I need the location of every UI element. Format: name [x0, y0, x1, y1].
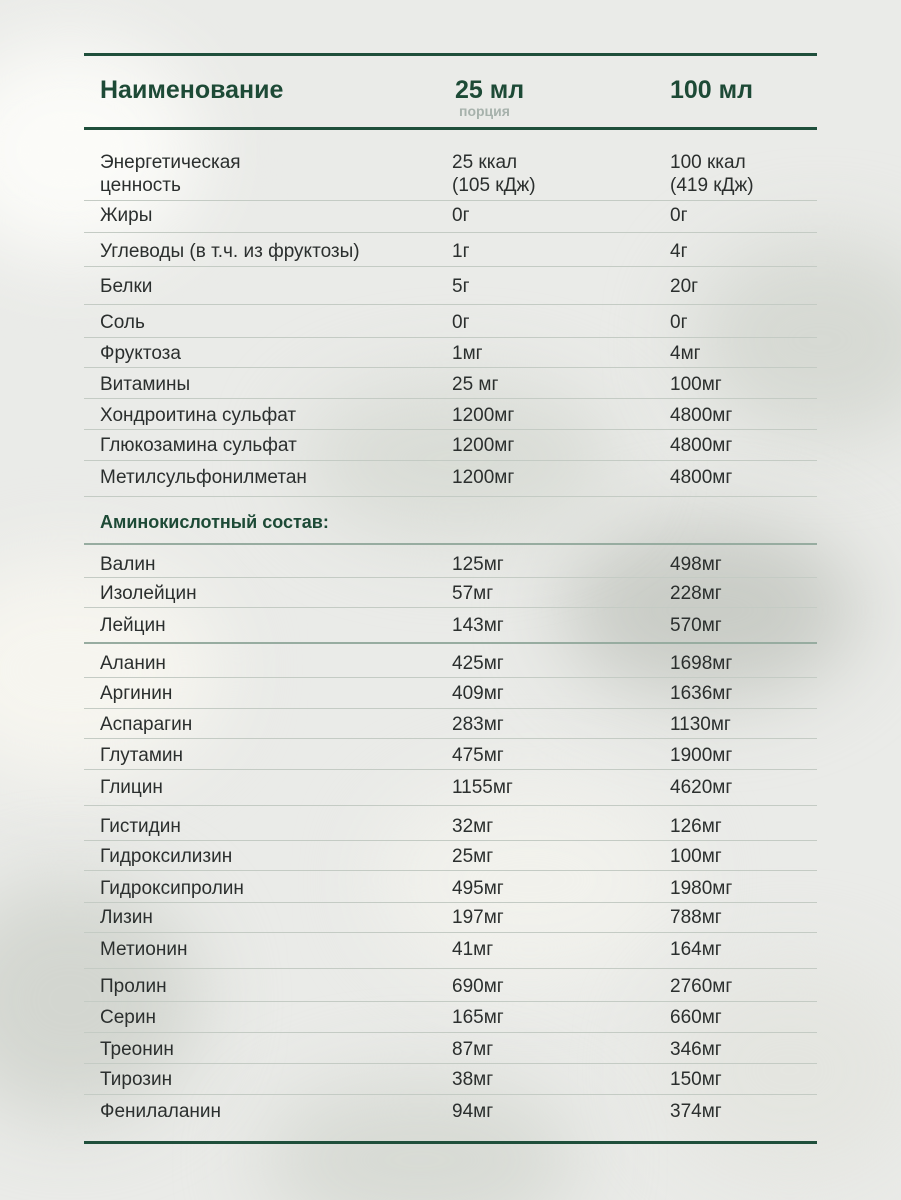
- amino-row-25ml: 495мг: [452, 878, 504, 899]
- row-25ml: 1200мг: [452, 435, 515, 456]
- amino-row-100ml: 228мг: [670, 583, 722, 604]
- amino-row-25ml: 41мг: [452, 939, 494, 960]
- amino-row-100ml: 4620мг: [670, 777, 733, 798]
- amino-row-name: Аланин: [100, 653, 166, 674]
- row-100ml: 4800мг: [670, 435, 733, 456]
- amino-row-name: Лейцин: [100, 615, 166, 636]
- amino-row-25ml: 125мг: [452, 554, 504, 575]
- row-100ml: 100мг: [670, 374, 722, 395]
- amino-row-100ml: 1698мг: [670, 653, 733, 674]
- amino-row-100ml: 1900мг: [670, 745, 733, 766]
- amino-section-title: Аминокислотный состав:: [100, 512, 329, 532]
- row-energy-100ml: 100 ккал (419 кДж): [670, 152, 754, 196]
- amino-row-name: Гидроксипролин: [100, 878, 244, 899]
- amino-row-100ml: 126мг: [670, 816, 722, 837]
- row-100ml: 0г: [670, 312, 688, 333]
- row-name: Глюкозамина сульфат: [100, 435, 297, 456]
- amino-row-100ml: 498мг: [670, 554, 722, 575]
- amino-row-25ml: 409мг: [452, 683, 504, 704]
- group-rule: [84, 642, 817, 644]
- row-name: Витамины: [100, 374, 191, 395]
- row-energy-name: Энергетическая ценность: [100, 152, 241, 196]
- amino-row-name: Метионин: [100, 939, 188, 960]
- header-col-25ml: 25 мл: [455, 76, 525, 104]
- amino-row-name: Лизин: [100, 907, 153, 928]
- amino-row-25ml: 94мг: [452, 1101, 494, 1122]
- amino-row-25ml: 425мг: [452, 653, 504, 674]
- amino-row-25ml: 690мг: [452, 976, 504, 997]
- row-100ml: 4мг: [670, 343, 701, 364]
- bottom-rule: [84, 1141, 817, 1144]
- amino-row-name: Аспарагин: [100, 714, 193, 735]
- amino-row-100ml: 788мг: [670, 907, 722, 928]
- amino-row-100ml: 1636мг: [670, 683, 733, 704]
- amino-row-100ml: 374мг: [670, 1101, 722, 1122]
- header-col-100ml: 100 мл: [670, 76, 754, 104]
- amino-row-25ml: 283мг: [452, 714, 504, 735]
- amino-row-name: Аргинин: [100, 683, 173, 704]
- amino-row-name: Гидроксилизин: [100, 846, 233, 867]
- amino-row-name: Пролин: [100, 976, 167, 997]
- amino-row-100ml: 346мг: [670, 1039, 722, 1060]
- header-rule: [84, 127, 817, 130]
- amino-row-100ml: 150мг: [670, 1069, 722, 1090]
- amino-row-100ml: 2760мг: [670, 976, 733, 997]
- amino-row-25ml: 25мг: [452, 846, 494, 867]
- row-name: Фруктоза: [100, 343, 181, 364]
- amino-row-100ml: 660мг: [670, 1007, 722, 1028]
- row-100ml: 4г: [670, 241, 688, 262]
- amino-row-name: Глицин: [100, 777, 163, 798]
- row-name: Хондроитина сульфат: [100, 405, 297, 426]
- row-name: Жиры: [100, 205, 153, 226]
- amino-row-name: Гистидин: [100, 816, 181, 837]
- row-name: Соль: [100, 312, 145, 333]
- row-25ml: 0г: [452, 205, 470, 226]
- row-25ml: 25 мг: [452, 374, 499, 395]
- row-25ml: 5г: [452, 276, 470, 297]
- amino-row-25ml: 38мг: [452, 1069, 494, 1090]
- amino-row-name: Изолейцин: [100, 583, 197, 604]
- amino-row-name: Валин: [100, 554, 156, 575]
- amino-row-25ml: 32мг: [452, 816, 494, 837]
- row-25ml: 1200мг: [452, 467, 515, 488]
- amino-row-100ml: 1130мг: [670, 714, 731, 735]
- row-name: Углеводы (в т.ч. из фруктозы): [100, 241, 360, 262]
- amino-row-name: Серин: [100, 1007, 156, 1028]
- row-100ml: 4800мг: [670, 405, 733, 426]
- row-25ml: 1г: [452, 241, 470, 262]
- amino-row-100ml: 100мг: [670, 846, 722, 867]
- row-name: Метилсульфонилметан: [100, 467, 307, 488]
- row-100ml: 20г: [670, 276, 699, 297]
- amino-row-25ml: 165мг: [452, 1007, 504, 1028]
- row-100ml: 0г: [670, 205, 688, 226]
- amino-row-name: Тирозин: [100, 1069, 173, 1090]
- row-25ml: 0г: [452, 312, 470, 333]
- row-25ml: 1мг: [452, 343, 483, 364]
- amino-row-100ml: 570мг: [670, 615, 722, 636]
- amino-row-25ml: 143мг: [452, 615, 504, 636]
- row-energy-25ml: 25 ккал (105 кДж): [452, 152, 536, 196]
- top-rule: [84, 53, 817, 56]
- amino-row-100ml: 164мг: [670, 939, 722, 960]
- amino-row-25ml: 1155мг: [452, 777, 513, 798]
- amino-rule: [84, 543, 817, 545]
- row-name: Белки: [100, 276, 153, 297]
- amino-row-25ml: 87мг: [452, 1039, 494, 1060]
- amino-row-100ml: 1980мг: [670, 878, 733, 899]
- header-col-25ml-sub: порция: [459, 103, 510, 119]
- row-25ml: 1200мг: [452, 405, 515, 426]
- header-name: Наименование: [100, 76, 284, 104]
- amino-row-25ml: 57мг: [452, 583, 494, 604]
- amino-row-name: Глутамин: [100, 745, 184, 766]
- amino-row-25ml: 197мг: [452, 907, 504, 928]
- amino-row-name: Треонин: [100, 1039, 174, 1060]
- amino-row-25ml: 475мг: [452, 745, 504, 766]
- row-100ml: 4800мг: [670, 467, 733, 488]
- amino-row-name: Фенилаланин: [100, 1101, 222, 1122]
